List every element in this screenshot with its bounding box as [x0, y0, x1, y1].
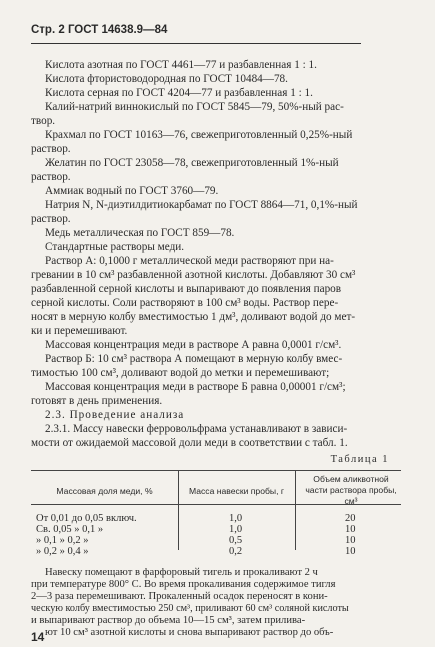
- text-line: при температуре 800° С. Во время прокаливания содержимое тигля: [31, 579, 336, 590]
- text-line: готовят в день применения.: [31, 395, 163, 407]
- text-line: Желатин по ГОСТ 23058—78, свежеприготовленный 1%-ный: [45, 157, 339, 169]
- text-line: тимостью 100 см³, доливают водой до метки и перемешивают;: [31, 367, 330, 379]
- text-line: твор.: [31, 115, 56, 127]
- table-col-divider: [178, 470, 179, 550]
- text-line: и выпаривают раствор до объема 10—15 см³, затем прилива-: [31, 615, 306, 626]
- table-cell: Св. 0,05 » 0,1 »: [36, 524, 104, 535]
- text-line: ческую колбу вместимостью 250 см³, приливают 60 см³ соляной кислоты: [31, 603, 349, 614]
- table-cell: 20: [345, 513, 356, 524]
- text-line: Кислота азотная по ГОСТ 4461—77 и разбавленная 1 : 1.: [45, 59, 317, 71]
- page-number: 14: [31, 630, 45, 644]
- text-line: Медь металлическая по ГОСТ 859—78.: [45, 227, 235, 239]
- text-line: разбавленной серной кислоты и выпаривают до появления паров: [31, 283, 342, 295]
- table-cell: 10: [345, 524, 356, 535]
- text-line: Аммиак водный по ГОСТ 3760—79.: [45, 185, 219, 197]
- text-line: Натрия N, N-диэтилдитиокарбамат по ГОСТ 8864—71, 0,1%-ный: [45, 199, 358, 211]
- text-line: гревании в 10 см³ разбавленной азотной кислоты. Добавляют 30 см³: [31, 269, 356, 281]
- section-heading: 2.3. Проведение анализа: [45, 409, 185, 421]
- text-line: Раствор А: 0,1000 г металлической меди растворяют при на-: [45, 255, 334, 267]
- text-line: 2.3.1. Массу навески ферровольфрама устанавливают в зависи-: [45, 423, 348, 435]
- text-line: Кислота серная по ГОСТ 4204—77 и разбавленная 1 : 1.: [45, 87, 313, 99]
- text-line: серной кислоты. Соли растворяют в 100 см³ воды. Раствор пере-: [31, 297, 339, 309]
- table-cell: 0,2: [229, 546, 243, 557]
- text-line: ют 10 см³ азотной кислоты и снова выпаривают раствор до объ-: [45, 627, 334, 638]
- table-header-rule: [31, 504, 401, 505]
- table-cell: От 0,01 до 0,05 включ.: [36, 513, 137, 524]
- table-header-cell: Массовая доля меди, %: [56, 486, 153, 496]
- table-cell: 10: [345, 546, 356, 557]
- table-caption: Таблица 1: [330, 454, 389, 465]
- table-cell: » 0,2 » 0,4 »: [36, 546, 89, 557]
- text-line: Калий-натрий виннокислый по ГОСТ 5845—79, 50%-ный рас-: [45, 101, 344, 113]
- text-line: Кислота фтористоводородная по ГОСТ 10484—78.: [45, 73, 288, 85]
- text-line: Навеску помещают в фарфоровый тигель и прокаливают 2 ч: [45, 567, 318, 578]
- text-line: 2—3 раза перемешивают. Прокаленный осадок переносят в кони-: [31, 591, 328, 602]
- text-line: Стандартные растворы меди.: [45, 241, 185, 253]
- table-cell: » 0,1 » 0,2 »: [36, 535, 89, 546]
- table-cell: 1,0: [229, 513, 243, 524]
- table-header-cell: Масса навески пробы, г: [188, 486, 285, 496]
- page-header: Стр. 2 ГОСТ 14638.9—84: [31, 24, 168, 36]
- text-line: мости от ожидаемой массовой доли меди в соответствии с табл. 1.: [31, 437, 348, 449]
- table-cell: 0,5: [229, 535, 243, 546]
- table-cell: 10: [345, 535, 356, 546]
- header-rule: [31, 43, 361, 44]
- text-line: Раствор Б: 10 см³ раствора А помещают в мерную колбу вмес-: [45, 353, 343, 365]
- text-line: Массовая концентрация меди в растворе А равна 0,0001 г/см³.: [45, 339, 342, 351]
- text-line: ки и перемешивают.: [31, 325, 128, 337]
- text-line: носят в мерную колбу вместимостью 1 дм³, доливают водой до мет-: [31, 311, 356, 323]
- table-header-cell: Объем аликвотной части раствора пробы, см³: [305, 474, 397, 506]
- text-line: раствор.: [31, 143, 71, 155]
- text-line: раствор.: [31, 171, 71, 183]
- text-line: раствор.: [31, 213, 71, 225]
- table-cell: 1,0: [229, 524, 243, 535]
- text-line: Крахмал по ГОСТ 10163—76, свежеприготовленный 0,25%-ный: [45, 129, 353, 141]
- table-top-rule: [31, 470, 401, 471]
- table-col-divider: [295, 470, 296, 550]
- text-line: Массовая концентрация меди в растворе Б равна 0,00001 г/см³;: [45, 381, 346, 393]
